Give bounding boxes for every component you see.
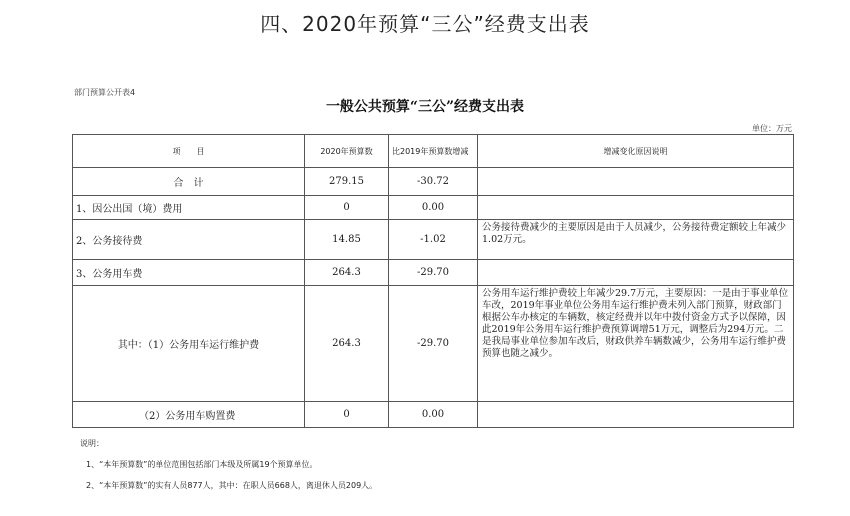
- row-item: 2、公务接待费: [73, 220, 305, 260]
- row-change: -29.70: [389, 260, 478, 286]
- table-row: [73, 260, 794, 286]
- row-item: （2）公务用车购置费: [73, 402, 305, 428]
- note-1: 1、“本年预算数”的单位范围包括部门本级及所属19个预算单位。: [86, 460, 318, 469]
- notes: [80, 438, 377, 501]
- row-item: 1、因公出国（境）费用: [73, 196, 305, 220]
- table-header-row: [73, 135, 794, 168]
- header-reason: 增减变化原因说明: [478, 135, 794, 168]
- row-reason: 公务用车运行维护费较上年减少29.7万元，主要原因：一是由于事业单位车改，2019年事业单位公务用车运行维护费未列入部门预算，财政部门根据公车办核定的车辆数，核定经费并以年中拨付资金方式予以保障，因此2019年公务用车运行维护费预算调增51万元，调整后为294万元。二是我局事业单位参加车改后，财政供养车辆数减少，公务用车运行维护费预算也随之减少。: [478, 286, 794, 402]
- table-row: [73, 168, 794, 196]
- table-row: [73, 220, 794, 260]
- table-row: [73, 402, 794, 428]
- header-change: 比2019年预算数增减: [389, 135, 478, 168]
- row-budget: 14.85: [305, 220, 389, 260]
- row-budget: 0: [305, 196, 389, 220]
- header-item: 项 目: [73, 135, 305, 168]
- row-item: 合 计: [73, 168, 305, 196]
- table-row: [73, 196, 794, 220]
- row-reason: 公务接待费减少的主要原因是由于人员减少，公务接待费定额较上年减少1.02万元。: [478, 220, 794, 260]
- row-reason: [478, 402, 794, 428]
- header-budget-2020: 2020年预算数: [305, 135, 389, 168]
- row-budget: 279.15: [305, 168, 389, 196]
- row-item: 其中：（1）公务用车运行维护费: [73, 286, 305, 402]
- table-row: [73, 286, 794, 402]
- row-reason: [478, 260, 794, 286]
- page-heading: 四、2020年预算“三公”经费支出表: [260, 12, 590, 36]
- row-budget: 0: [305, 402, 389, 428]
- note-2: 2、“本年预算数”的实有人员877人，其中：在职人员668人，离退休人员209人。: [86, 481, 378, 490]
- form-code: 部门预算公开表4: [74, 88, 136, 97]
- table-title: 一般公共预算“三公”经费支出表: [325, 99, 525, 115]
- budget-table: [72, 134, 794, 428]
- row-change: -1.02: [389, 220, 478, 260]
- row-change: 0.00: [389, 402, 478, 428]
- row-budget: 264.3: [305, 286, 389, 402]
- row-reason: [478, 196, 794, 220]
- row-change: -29.70: [389, 286, 478, 402]
- notes-title: 说明：: [80, 439, 104, 448]
- row-change: 0.00: [389, 196, 478, 220]
- row-item: 3、公务用车费: [73, 260, 305, 286]
- unit-label: 单位：万元: [752, 124, 792, 133]
- row-reason: [478, 168, 794, 196]
- row-budget: 264.3: [305, 260, 389, 286]
- row-change: -30.72: [389, 168, 478, 196]
